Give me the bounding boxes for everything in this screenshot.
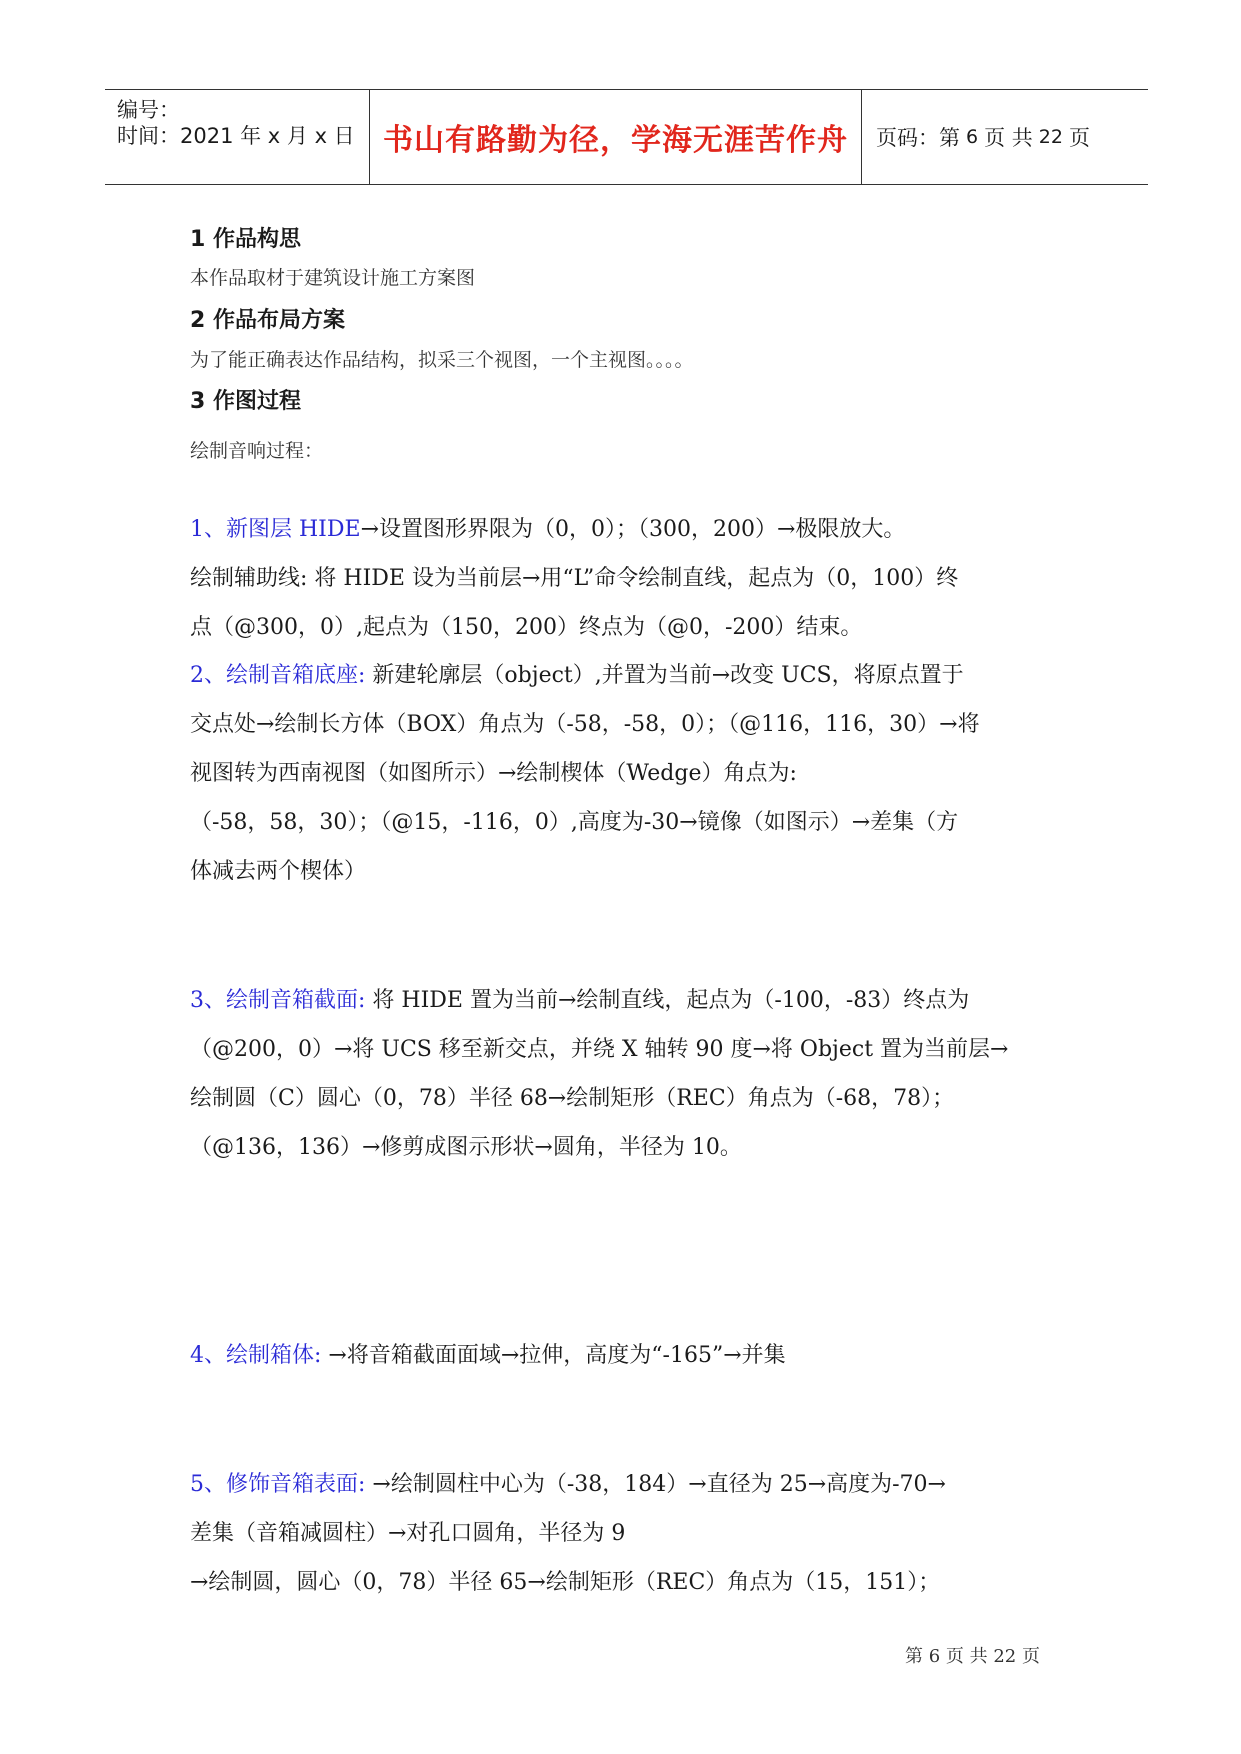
number-label: 编号：	[117, 98, 180, 122]
header-motto-cell	[370, 90, 862, 184]
step-3-label: 3、绘制音箱截面:	[190, 988, 366, 1013]
step-1-line-3: 点（@300，0）,起点为（150，200）终点为（@0，-200）结束。	[190, 615, 863, 640]
step-2-label: 2、绘制音箱底座:	[190, 663, 366, 688]
motto: 书山有路勤为径，学海无涯苦作舟	[383, 123, 848, 158]
page-total: 22	[1038, 126, 1063, 148]
step-3-line-2: （@200，0）→将 UCS 移至新交点，并绕 X 轴转 90 度→将 Object 置为当前层→	[190, 1037, 1009, 1062]
step-2-line-2: 交点处→绘制长方体（BOX）角点为（-58，-58，0）；（@116，116，30）→将	[190, 712, 980, 737]
page-header	[105, 89, 1148, 185]
page-number: 6	[966, 126, 979, 148]
step-2-line-3: 视图转为西南视图（如图所示）→绘制楔体（Wedge）角点为:	[190, 761, 797, 786]
step-5-line-3: →绘制圆，圆心（0，78）半径 65→绘制矩形（REC）角点为（15，151）；	[190, 1570, 941, 1595]
step-1-label: 1、新图层 HIDE	[190, 517, 361, 542]
section-1-text: 本作品取材于建筑设计施工方案图	[190, 267, 476, 289]
header-left-cell	[105, 90, 370, 184]
step-3-line-1: 3、绘制音箱截面: 将 HIDE 置为当前→绘制直线，起点为（-100，-83）终点为	[190, 988, 970, 1013]
section-1-title: 1 作品构思	[190, 227, 301, 252]
page-mid: 页 共	[984, 126, 1033, 150]
step-5-line-2: 差集（音箱减圆柱）→对孔口圆角，半径为 9	[190, 1521, 626, 1546]
step-2-line-5: 体减去两个楔体）	[190, 859, 367, 884]
step-2-line-1: 2、绘制音箱底座: 新建轮廓层（object）,并置为当前→改变 UCS，将原点置于	[190, 663, 964, 688]
step-4-line-1: 4、绘制箱体: →将音箱截面面域→拉伸，高度为“-165”→并集	[190, 1343, 786, 1368]
page-prefix: 页码：第	[876, 126, 960, 150]
step-5-line-1: 5、修饰音箱表面: →绘制圆柱中心为（-38，184）→直径为 25→高度为-70→	[190, 1472, 946, 1497]
section-3-title: 3 作图过程	[190, 389, 301, 414]
step-3-line-3: 绘制圆（C）圆心（0，78）半径 68→绘制矩形（REC）角点为（-68，78）；	[190, 1086, 955, 1111]
step-5-label: 5、修饰音箱表面:	[190, 1472, 366, 1497]
step-1-line-2: 绘制辅助线: 将 HIDE 设为当前层→用“L”命令绘制直线，起点为（0，100）终	[190, 566, 959, 591]
section-2-title: 2 作品布局方案	[190, 308, 345, 333]
step-4-label: 4、绘制箱体:	[190, 1343, 322, 1368]
header-page-cell	[862, 90, 1148, 184]
time-label: 时间：2021 年 x 月 x 日	[117, 124, 355, 148]
step-1-line-1: 1、新图层 HIDE→设置图形界限为（0，0）；（300，200）→极限放大。	[190, 517, 906, 542]
section-3-text: 绘制音响过程：	[190, 440, 324, 462]
page-suffix: 页	[1068, 126, 1090, 150]
step-2-line-4: （-58，58，30）；（@15，-116，0）,高度为-30→镜像（如图示）→差集（方	[190, 810, 959, 835]
page-footer: 第 6 页 共 22 页	[905, 1646, 1040, 1667]
section-2-text: 为了能正确表达作品结构，拟采三个视图，一个主视图。。。。	[190, 349, 694, 371]
step-3-line-4: （@136，136）→修剪成图示形状→圆角，半径为 10。	[190, 1135, 742, 1160]
